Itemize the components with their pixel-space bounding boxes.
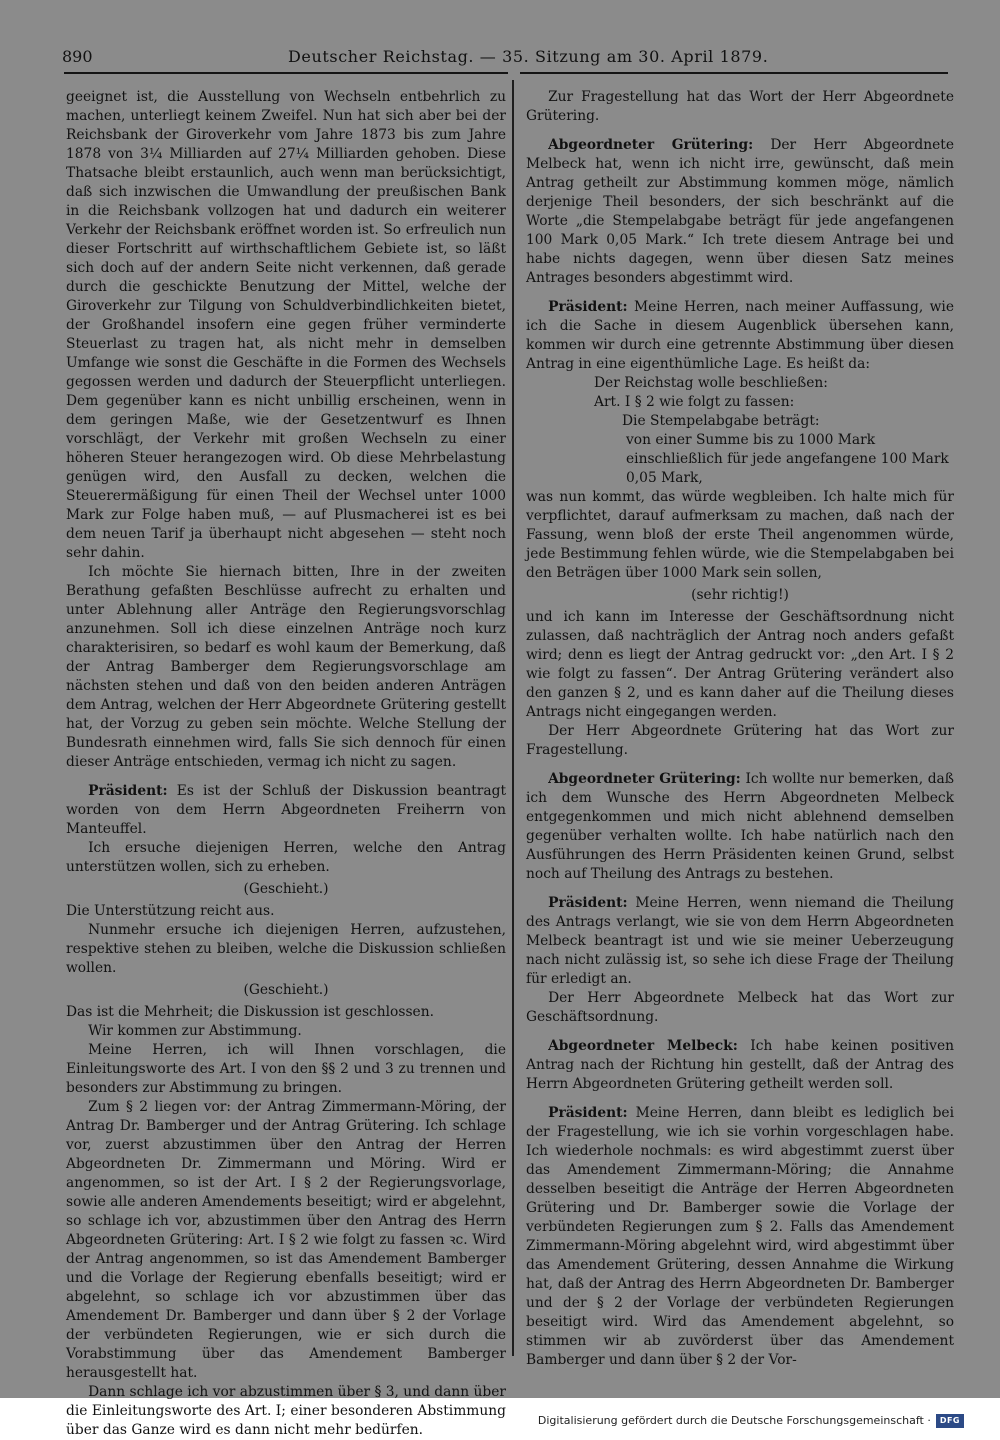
paragraph: Das ist die Mehrheit; die Diskussion ist geschlossen.: [66, 1004, 434, 1020]
header-rule-left: [64, 72, 508, 74]
quote-line: Der Reichstag wolle beschließen:: [594, 375, 828, 391]
paragraph: Dann schlage ich vor abzustimmen über § 3, und dann über die Einleitungsworte des Art. I; einer besonderen Abstimmung über das Ganze wird es dann nicht mehr bedürfen.: [66, 1384, 506, 1438]
paragraph: Wir kommen zur Abstimmung.: [88, 1023, 302, 1039]
dfg-logo-icon: DFG: [936, 1414, 964, 1428]
column-divider: [512, 80, 514, 1356]
speech-paragraph: [66, 782, 506, 839]
paragraph: Ich möchte Sie hiernach bitten, Ihre in der zweiten Berathung gefaßten Beschlüsse aufrecht zu erhalten und unter Ablehnung aller Anträge den Regierungsvorschlag anzunehmen. Soll ich diese einzelnen Anträge noch kurz charakterisiren, so bedarf es wohl kaum der Bemerkung, daß der Antrag Bamberger dem Regierungsvorschlage am nächsten stehen und daß von den beiden anderen Anträgen dem Antrag, welchen der Herr Abgeordnete Grütering gestellt hat, der Vorzug zu geben sein möchte. Welche Stellung der Bundesrath einnehmen wird, falls Sie sich dennoch für einen dieser Anträge entschieden, vermag ich nicht zu sagen.: [66, 564, 506, 770]
quote-line: Die Stempelabgabe beträgt:: [622, 413, 820, 429]
paragraph: was nun kommt, das würde wegbleiben. Ich halte mich für verpflichtet, darauf aufmerksam zu machen, daß nach der Fassung, wenn bloß der erste Theil angenommen würde, jede Bestimmung fehlen würde, wie die Stempelabgaben bei den Beträgen über 1000 Mark sein sollen,: [526, 489, 954, 581]
paragraph: und ich kann im Interesse der Geschäftsordnung nicht zulassen, daß nachträglich der Antrag noch anders gefaßt wird; denn es liegt der Antrag gedruckt vor: „den Art. I § 2 wie folgt zu fassen“. Der Antrag Grütering verändert also den ganzen § 2, und es kann daher auf die Theilung dieses Antrags nicht eingegangen werden.: [526, 609, 954, 720]
paragraph: geeignet ist, die Ausstellung von Wechseln entbehrlich zu machen, unterliegt keinem Zweifel. Nun hat sich aber bei der Reichsbank der Giroverkehr vom Jahre 1873 bis zum Jahre 1878 von 3¼ Milliarden auf 27¼ Milliarden gehoben. Diese Thatsache bleibt erstaunlich, auch wenn man berücksichtigt, daß sich inzwischen die Umwandlung der preußischen Bank in die Reichsbank vollzogen hat und dadurch ein weiterer Verkehr der Reichsbank eröffnet worden ist. So erfreulich nun dieser Fortschritt auf wirthschaftlichem Gebiete ist, so läßt sich doch auf der andern Seite nicht verkennen, daß gerade durch die geschickte Benutzung der Mittel, welche der Giroverkehr zur Tilgung von Schuldverbindlichkeiten bietet, der Großhandel insofern eine gegen früher verminderte Steuerlast zu tragen hat, als nicht mehr in demselben Umfange wie sonst die Geschäfte in die Formen des Wechsels gegossen werden und dadurch der Steuerpflicht unterliegen. Dem gegenüber kann es nicht unbillig erscheinen, wenn in dem geringen Maße, wie der Gesetzentwurf es Ihnen vorschlägt, der Verkehr mit großen Wechseln zu einer höheren Steuer herangezogen wird. Ob diese Mehrbelastung genügen wird, den Ausfall zu decken, welchen die Steuerermäßigung für einen Theil der Wechsel unter 1000 Mark zur Folge haben muß, — auf Plusmacherei ist es bei dem neuen Tarif ja überhaupt nicht abgesehen — steht noch sehr dahin.: [66, 89, 506, 561]
speech-text: Meine Herren, wenn niemand die Theilung des Antrags verlangt, wie sie von dem Herrn Abgeordneten Melbeck beantragt ist und wie sie meiner Ueberzeugung nach nicht zulässig ist, so sehe ich diese Frage der Theilung für erledigt an.: [526, 895, 954, 987]
speech-text: Meine Herren, dann bleibt es lediglich bei der Fragestellung, wie ich sie vorhin vorgeschlagen habe. Ich wiederhole nochmals: es wird abgestimmt zuerst über das Amendement Zimmermann-Möring; die Annahme desselben beseitigt die Anträge der Herren Abgeordneten Grütering und Dr. Bamberger sowie die Vorlage der verbündeten Regierungen zum § 2. Falls das Amendement Zimmermann-Möring abgelehnt wird, wird abgestimmt über das Amendement Grütering, dessen Annahme die Wirkung hat, daß der Antrag des Herrn Abgeordneten Dr. Bamberger und der § 2 der Vorlage der verbündeten Regierungen beseitigt wird. Wird das Amendement abgelehnt, so stimmen wir ab zuvörderst über das Amendement Bamberger und dann über § 2 der Vor-: [526, 1105, 954, 1368]
page-header: [62, 44, 946, 70]
right-column: [526, 88, 955, 1368]
speech-paragraph: [526, 136, 954, 288]
stage-direction: (Geschieht.): [243, 881, 329, 897]
speech-text: Meine Herren, nach meiner Auffassung, wie ich die Sache in diesem Augenblick übersehen kann, kommen wir durch eine getrennte Abstimmung über diesen Antrag in eine eigenthümliche Lage. Es heißt da:: [526, 299, 955, 372]
speech-text: Der Herr Abgeordnete Melbeck hat, wenn ich nicht irre, gewünscht, daß mein Antrag getheilt zur Abstimmung kommen möge, nämlich derjenige Theil besonders, der sich beschränkt auf die Worte „die Stempelabgabe beträgt für jede angefangenen 100 Mark 0,05 Mark.“ Ich trete diesem Antrage bei und habe nichts dagegen, wenn über diesen Satz meines Antrages besonders abgestimmt wird.: [526, 137, 954, 286]
speaker-name: Präsident:: [548, 1105, 628, 1121]
speaker-name: Abgeordneter Grütering:: [548, 137, 754, 153]
speaker-name: Präsident:: [548, 299, 628, 315]
paragraph: Nunmehr ersuche ich diejenigen Herren, aufzustehen, respektive stehen zu bleiben, welche die Diskussion schließen wollen.: [66, 922, 506, 976]
running-title: Deutscher Reichstag. — 35. Sitzung am 30. April 1879.: [288, 47, 769, 66]
speaker-name: Abgeordneter Melbeck:: [548, 1038, 738, 1054]
speech-paragraph: [526, 770, 954, 884]
stage-direction: (sehr richtig!): [691, 587, 789, 603]
left-column: [66, 88, 506, 1438]
page-number: 890: [62, 47, 93, 66]
speech-paragraph: [526, 298, 954, 374]
speaker-name: Präsident:: [88, 783, 168, 799]
speech-paragraph: [526, 1037, 954, 1094]
digitization-footer: [538, 1413, 964, 1429]
stage-direction: (Geschieht.): [243, 982, 329, 998]
speaker-name: Abgeordneter Grütering:: [548, 771, 741, 787]
paragraph: Meine Herren, ich will Ihnen vorschlagen, die Einleitungsworte des Art. I von den §§ 2 und 3 zu trennen und besonders zur Abstimmung zu bringen.: [66, 1042, 506, 1096]
paragraph: Zur Fragestellung hat das Wort der Herr Abgeordnete Grütering.: [526, 89, 954, 124]
header-rule-right: [520, 72, 948, 74]
paragraph: Zum § 2 liegen vor: der Antrag Zimmermann-Möring, der Antrag Dr. Bamberger und der Antrag Grütering. Ich schlage vor, zuerst abzustimmen über den Antrag der Herren Abgeordneten Dr. Zimmermann und Möring. Wird er angenommen, so ist der Art. I § 2 der Regierungsvorlage, sowie alle anderen Amendements beseitigt; wird er abgelehnt, so schlage ich vor, abzustimmen über den Antrag des Herrn Abgeordneten Grütering: Art. I § 2 wie folgt zu fassen ꝛc. Wird der Antrag angenommen, so ist das Amendement Bamberger und die Vorlage der Regierung ebenfalls beseitigt; wird er abgelehnt, so schlage ich vor abzustimmen über das Amendement Dr. Bamberger und dann über § 2 der Vorlage der verbündeten Regierungen, wie er sich durch die Vorabstimmung über das Amendement Bamberger herausgestellt hat.: [66, 1099, 506, 1381]
speech-text: Ich habe keinen positiven Antrag nach der Richtung hin gestellt, daß der Antrag des Herrn Abgeordneten Grütering getheilt werden soll.: [526, 1038, 955, 1092]
paragraph: Der Herr Abgeordnete Melbeck hat das Wort zur Geschäftsordnung.: [526, 990, 954, 1025]
speech-text: Es ist der Schluß der Diskussion beantragt worden von dem Herrn Abgeordneten Freiherrn von Manteuffel.: [66, 783, 506, 837]
paragraph: Der Herr Abgeordnete Grütering hat das Wort zur Fragestellung.: [526, 723, 954, 758]
speech-paragraph: [526, 1104, 954, 1370]
footer-credit: Digitalisierung gefördert durch die Deutsche Forschungsgemeinschaft ·: [537, 1414, 931, 1427]
speech-text: Ich wollte nur bemerken, daß ich dem Wunsche des Herrn Abgeordneten Melbeck entgegenkommen und mich nicht ablehnend demselben gegenüber verhalten wollte. Ich habe natürlich nach den Ausführungen des Herrn Präsidenten keinen Grund, selbst noch auf Theilung des Antrags zu bestehen.: [526, 771, 954, 882]
paragraph: Ich ersuche diejenigen Herren, welche den Antrag unterstützen wollen, sich zu erheben.: [66, 840, 506, 875]
paragraph: Die Unterstützung reicht aus.: [66, 903, 275, 919]
speech-paragraph: [526, 894, 954, 989]
speaker-name: Präsident:: [548, 895, 628, 911]
quote-line: von einer Summe bis zu 1000 Mark einschließlich für jede angefangene 100 Mark 0,05 Mark,: [626, 432, 949, 486]
quote-line: Art. I § 2 wie folgt zu fassen:: [594, 394, 795, 410]
